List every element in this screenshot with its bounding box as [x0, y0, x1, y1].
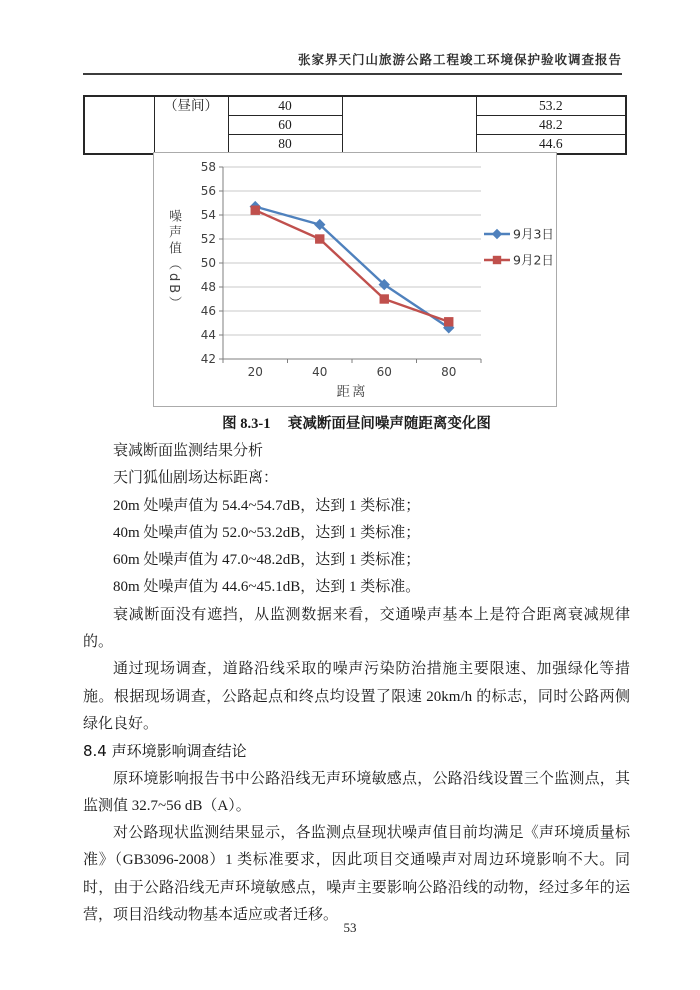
svg-text:46: 46 [200, 304, 216, 318]
svg-text:52: 52 [200, 232, 216, 246]
table-row [84, 96, 626, 116]
svg-text:42: 42 [200, 352, 216, 366]
noise-data-table [83, 95, 627, 155]
table-cell-distance: 40 [228, 96, 342, 116]
survey-paragraph: 通过现场调查，道路沿线采取的噪声污染防治措施主要限速、加强绿化等措施。根据现场调查，公路起点和终点均设置了限速 20km/h 的标志，同时公路两侧绿化良好。 [83, 661, 630, 732]
table-cell-value: 53.2 [476, 96, 626, 116]
axis-ticks [219, 167, 481, 363]
svg-text:50: 50 [200, 256, 216, 270]
distance-intro: 天门狐仙剧场达标距离： [113, 470, 279, 487]
legend-label-9月3日: 9月3日 [513, 226, 554, 242]
figure-caption-title: 衰减断面昼间噪声随距离变化图 [287, 416, 491, 432]
svg-text:58: 58 [200, 160, 216, 174]
table-cell-empty-mid [342, 96, 476, 154]
figure-caption-number: 图 8.3-1 [222, 416, 271, 432]
analysis-heading: 衰减断面监测结果分析 [113, 443, 264, 459]
table-cell-distance: 60 [228, 116, 342, 135]
table-cell-period: （昼间） [154, 96, 228, 154]
svg-text:60: 60 [376, 365, 392, 379]
svg-text:80: 80 [441, 365, 457, 379]
chart-legend [484, 227, 554, 268]
attenuation-note: 衰减断面没有遮挡，从监测数据来看，交通噪声基本上是符合距离衰减规律的。 [83, 606, 630, 651]
section-heading-8-4: 8.4 声环境影响调查结论 [83, 742, 247, 761]
chart-y-axis-title: 噪声值（dB） [166, 209, 181, 313]
result-80m: 80m 处噪声值为 44.6~45.1dB，达到 1 类标准。 [113, 579, 421, 596]
gridlines [223, 167, 481, 335]
table-cell-empty-left [84, 96, 154, 154]
figure-caption [83, 412, 630, 433]
svg-text:56: 56 [200, 184, 216, 198]
legend-label-9月2日: 9月2日 [513, 252, 554, 268]
conclusion-paragraph-2: 对公路现状监测结果显示，各监测点昼现状噪声值目前均满足《声环境质量标准》（GB3096-2008）1 类标准要求，因此项目交通噪声对周边环境影响不大。同时，由于公路沿线无声环境敏感点，噪声主要影响公路沿线的动物，经过多年的运营，项目沿线动物基本适应或者迁移。 [83, 825, 630, 924]
report-header-title: 张家界天门山旅游公路工程竣工环境保护验收调查报告 [83, 50, 622, 75]
conclusion-paragraph-1: 原环境影响报告书中公路沿线无声环境敏感点，公路沿线设置三个监测点，其监测值 32.7~56 dB（A）。 [83, 770, 630, 814]
svg-text:54: 54 [200, 208, 216, 222]
series-9月2日 [251, 206, 453, 326]
result-60m: 60m 处噪声值为 47.0~48.2dB，达到 1 类标准； [113, 552, 421, 569]
chart-x-axis-title: 距离 [336, 384, 368, 400]
page-number: 53 [343, 920, 357, 935]
result-20m: 20m 处噪声值为 54.4~54.7dB，达到 1 类标准； [113, 497, 421, 514]
svg-text:48: 48 [200, 280, 216, 294]
table-cell-distance: 80 [228, 135, 342, 155]
table-cell-value: 44.6 [476, 135, 626, 155]
svg-text:40: 40 [312, 365, 328, 379]
table-cell-value: 48.2 [476, 116, 626, 135]
result-40m: 40m 处噪声值为 52.0~53.2dB，达到 1 类标准； [113, 524, 421, 541]
body-text-block [83, 438, 630, 929]
noise-distance-line-chart [153, 152, 557, 407]
chart-canvas [154, 153, 556, 406]
axis-tick-labels [201, 160, 457, 379]
svg-text:44: 44 [200, 328, 216, 342]
svg-text:20: 20 [247, 365, 263, 379]
